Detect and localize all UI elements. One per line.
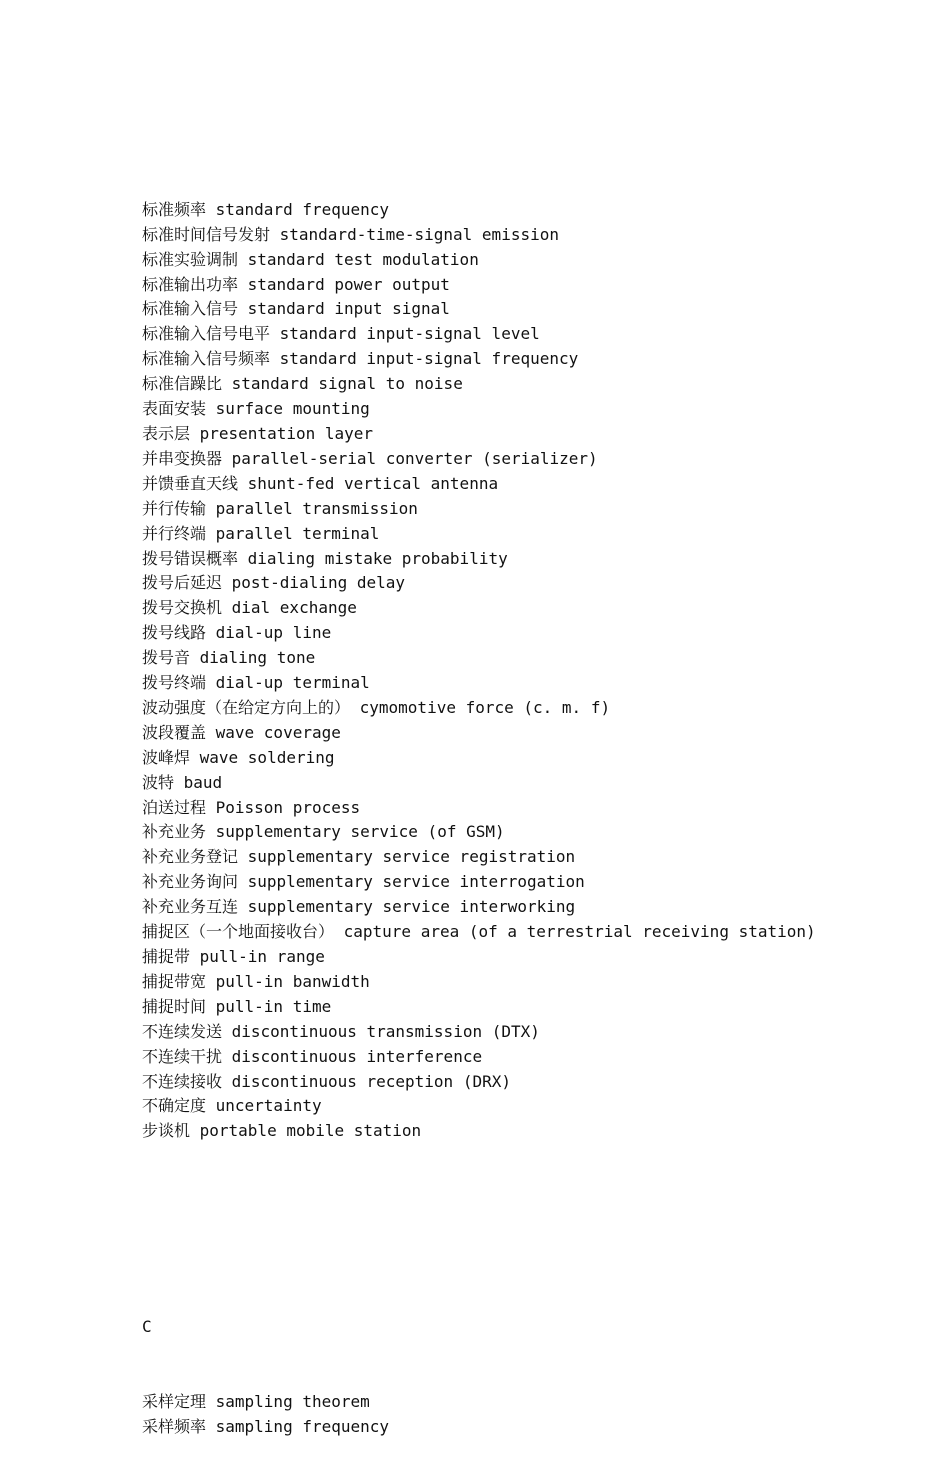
glossary-entry: 拨号线路 dial-up line (142, 623, 332, 643)
glossary-entry: 补充业务 supplementary service (of GSM) (142, 822, 505, 842)
glossary-entry: 并串变换器 parallel-serial converter (serializer) (142, 448, 598, 468)
glossary-entry: 拨号交换机 dial exchange (142, 598, 357, 618)
glossary-entry: 补充业务互连 supplementary service interworking (142, 897, 576, 917)
glossary-entry: 补充业务登记 supplementary service registration (142, 847, 576, 867)
glossary-entry: 标准输入信号频率 standard input-signal frequency (142, 349, 579, 369)
glossary-entry: 不连续发送 discontinuous transmission (DTX) (142, 1021, 540, 1041)
glossary-entry: 捕捉区（一个地面接收台） capture area (of a terrestrial receiving station) (142, 922, 816, 942)
glossary-section (142, 198, 822, 1144)
glossary-entry: 波段覆盖 wave coverage (142, 722, 341, 742)
glossary-entry: 标准频率 standard frequency (142, 199, 390, 219)
glossary-entry: 捕捉带宽 pull-in banwidth (142, 971, 370, 991)
glossary-entry: 标准时间信号发射 standard-time-signal emission (142, 224, 559, 244)
glossary-entry: 标准信躁比 standard signal to noise (142, 374, 463, 394)
glossary-entry: 表示层 presentation layer (142, 423, 374, 443)
glossary-entry: 并行传输 parallel transmission (142, 498, 418, 518)
glossary-entry: 捕捉时间 pull-in time (142, 996, 332, 1016)
glossary-entry: 标准输入信号 standard input signal (142, 299, 450, 319)
glossary-entry: 标准输入信号电平 standard input-signal level (142, 324, 540, 344)
glossary-entry: 步谈机 portable mobile station (142, 1121, 422, 1141)
glossary-entry: 不确定度 uncertainty (142, 1096, 322, 1116)
glossary-entry: 拨号错误概率 dialing mistake probability (142, 548, 508, 568)
glossary-page (142, 148, 822, 1465)
glossary-entry: 拨号后延迟 post-dialing delay (142, 573, 406, 593)
glossary-entry: 不连续接收 discontinuous reception (DRX) (142, 1071, 511, 1091)
glossary-entry: 表面安装 surface mounting (142, 399, 370, 419)
glossary-entry: 波动强度（在给定方向上的） cymomotive force (c. m. f) (142, 697, 611, 717)
glossary-section (142, 1265, 822, 1439)
glossary-entry: 波特 baud (142, 772, 223, 792)
glossary-entry: 补充业务询问 supplementary service interrogation (142, 872, 585, 892)
glossary-entry: 不连续干扰 discontinuous interference (142, 1046, 483, 1066)
glossary-entry: 标准实验调制 standard test modulation (142, 249, 479, 269)
section-divider (142, 1194, 822, 1216)
glossary-entry: 拨号终端 dial-up terminal (142, 673, 370, 693)
section-letter: C (142, 1317, 152, 1337)
glossary-entry: 标准输出功率 standard power output (142, 274, 450, 294)
glossary-entry: 拨号音 dialing tone (142, 648, 316, 668)
glossary-entry: 泊送过程 Poisson process (142, 797, 361, 817)
glossary-entry: 采样定理 sampling theorem (142, 1391, 370, 1411)
glossary-entry: 并行终端 parallel terminal (142, 523, 380, 543)
glossary-entry: 捕捉带 pull-in range (142, 947, 325, 966)
glossary-entry: 波峰焊 wave soldering (142, 747, 335, 767)
glossary-entry: 采样频率 sampling frequency (142, 1416, 390, 1436)
glossary-entry: 并馈垂直天线 shunt-fed vertical antenna (142, 473, 499, 493)
